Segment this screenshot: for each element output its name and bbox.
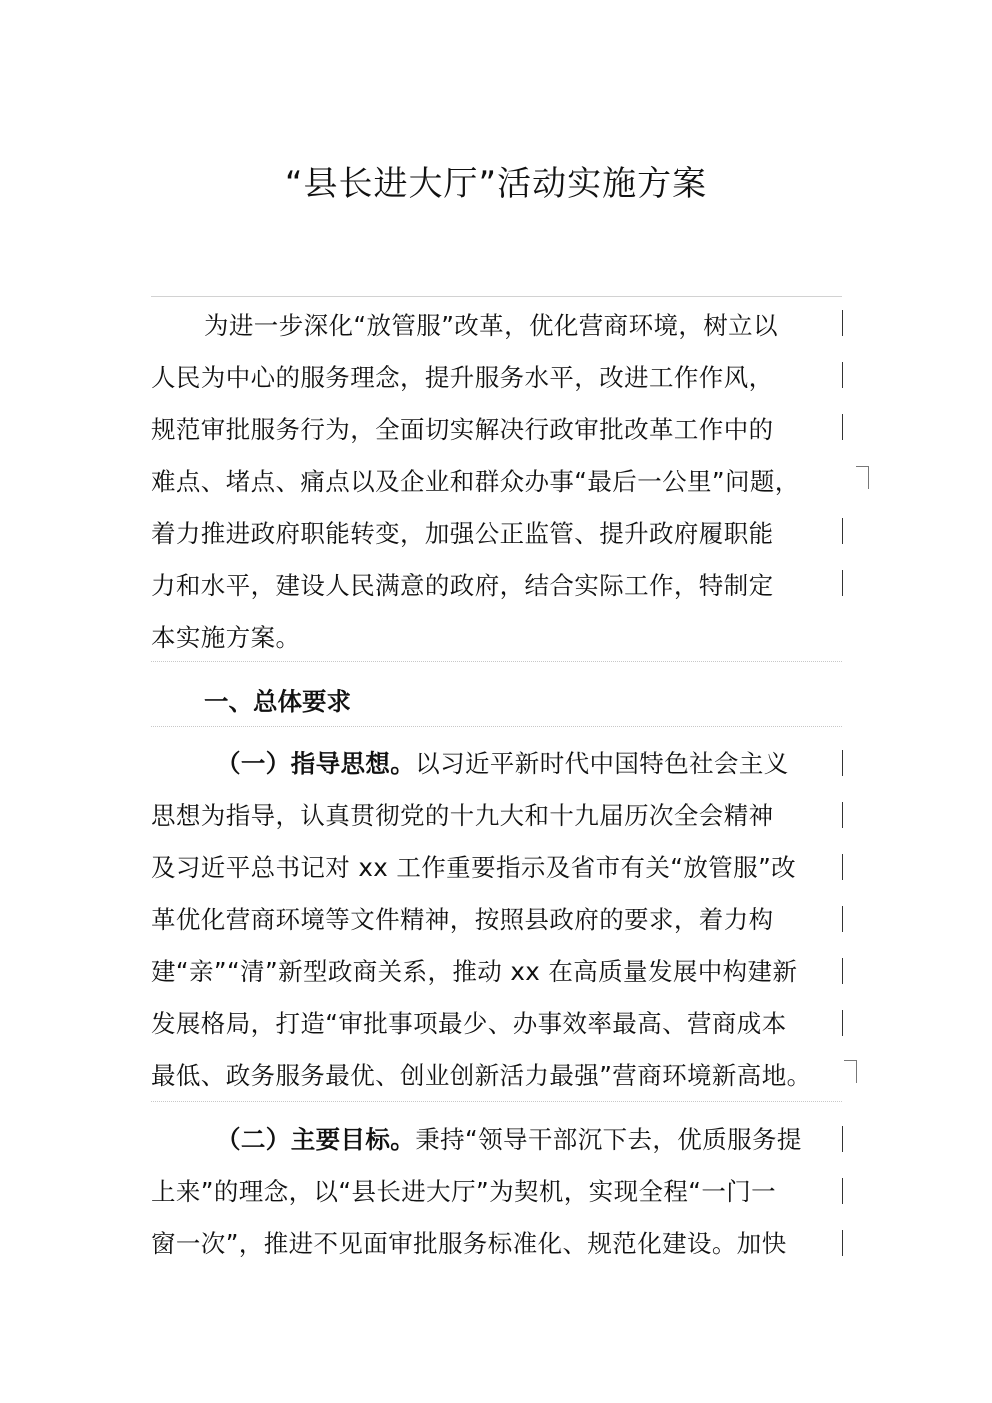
paragraph-lead: （一）指导思想。 <box>216 749 416 778</box>
margin-bar <box>842 1230 843 1256</box>
intro-line: 规范审批服务行为，全面切实解决行政审批改革工作中的 <box>151 415 774 444</box>
margin-bar <box>842 958 843 984</box>
paragraph-line: 窗一次”，推进不见面审批服务标准化、规范化建设。加快 <box>151 1229 787 1258</box>
paragraph-line: 发展格局，打造“审批事项最少、办事效率最高、营商成本 <box>151 1009 787 1038</box>
margin-bar <box>842 362 843 388</box>
margin-bar <box>842 414 843 440</box>
margin-bar <box>842 854 843 880</box>
paragraph-first-text: 秉持“领导干部沉下去，优质服务提 <box>415 1125 802 1154</box>
paragraph-bottom-rule <box>151 661 842 662</box>
margin-bar <box>842 570 843 596</box>
margin-bar <box>842 802 843 828</box>
paragraph-lead: （二）主要目标。 <box>216 1125 416 1154</box>
paragraph-line <box>216 738 846 790</box>
paragraph-first-text: 以习近平新时代中国特色社会主义 <box>415 749 789 778</box>
heading-bottom-rule <box>151 726 842 727</box>
intro-line: 力和水平，建设人民满意的政府，结合实际工作，特制定 <box>151 571 774 600</box>
paragraph-line <box>216 1114 846 1166</box>
margin-bar <box>842 750 843 776</box>
paragraph-line: 上来”的理念，以“县长进大厅”为契机，实现全程“一门一 <box>151 1177 777 1206</box>
margin-bar <box>842 906 843 932</box>
document-title: “县长进大厅”活动实施方案 <box>284 164 708 204</box>
intro-line: 难点、堵点、痛点以及企业和群众办事“最后一公里”问题， <box>151 467 800 496</box>
paragraph-line: 及习近平总书记对 xx 工作重要指示及省市有关“放管服”改 <box>151 853 797 882</box>
intro-line: 着力推进政府职能转变，加强公正监管、提升政府履职能 <box>151 519 774 548</box>
margin-bar <box>842 310 843 336</box>
paragraph-bottom-rule <box>151 1101 842 1102</box>
margin-corner-mark <box>856 466 869 489</box>
margin-bar <box>842 1178 843 1204</box>
paragraph-line: 革优化营商环境等文件精神，按照县政府的要求，着力构 <box>151 905 774 934</box>
margin-bar <box>842 1126 843 1152</box>
margin-bar <box>842 518 843 544</box>
paragraph-line: 思想为指导，认真贯彻党的十九大和十九届历次全会精神 <box>151 801 774 830</box>
paragraph-line: 建“亲”“清”新型政商关系，推动 xx 在高质量发展中构建新 <box>151 957 798 986</box>
intro-line: 为进一步深化“放管服”改革，优化营商环境，树立以 <box>204 311 778 340</box>
section-heading: 一、总体要求 <box>204 687 351 716</box>
margin-bar <box>842 1010 843 1036</box>
margin-corner-mark <box>844 1060 857 1083</box>
paragraph-top-rule <box>151 296 842 297</box>
intro-line: 本实施方案。 <box>151 623 301 652</box>
paragraph-line: 最低、政务服务最优、创业创新活力最强”营商环境新高地。 <box>151 1061 812 1090</box>
intro-line: 人民为中心的服务理念，提升服务水平，改进工作作风， <box>151 363 774 392</box>
